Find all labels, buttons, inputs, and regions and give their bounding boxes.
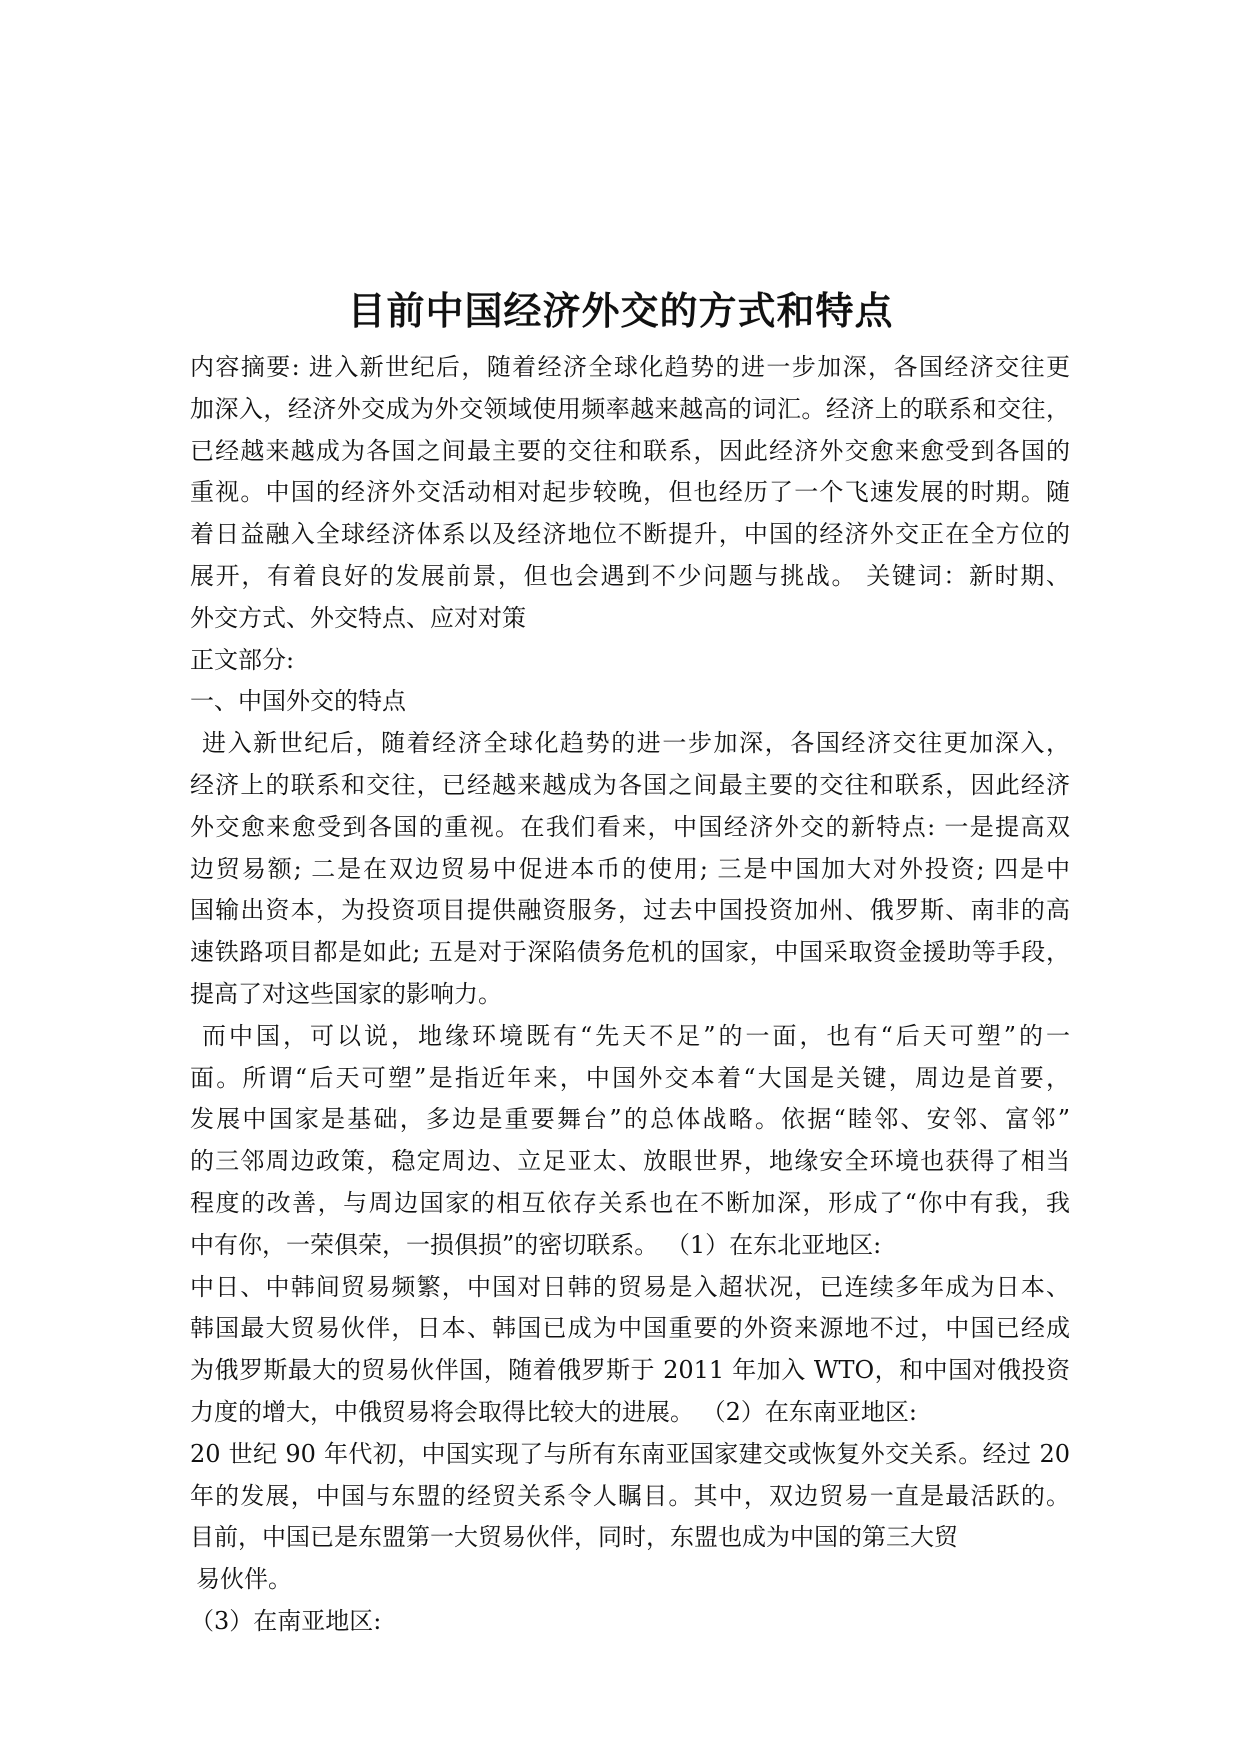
text-line: 为俄罗斯最大的贸易伙伴国，随着俄罗斯于 2011 年加入 WTO，和中国对俄投资 [190,1356,1070,1385]
text-line: 面。所谓“后天可塑”是指近年来，中国外交本着“大国是关键，周边是首要， [190,1063,1070,1092]
text-line: 速铁路项目都是如此; 五是对于深陷债务危机的国家，中国采取资金援助等手段， [190,938,1070,967]
text-line: 目前，中国已是东盟第一大贸易伙伴，同时，东盟也成为中国的第三大贸 [190,1523,958,1552]
text-line: 程度的改善，与周边国家的相互依存关系也在不断加深，形成了“你中有我，我 [190,1188,1070,1217]
text-line: 着日益融入全球经济体系以及经济地位不断提升，中国的经济外交正在全方位的 [190,520,1070,549]
text-line: 力度的增大，中俄贸易将会取得比较大的进展。 （2）在东南亚地区: [190,1397,917,1426]
text-line: 提高了对这些国家的影响力。 [190,979,502,1008]
text-line: 国输出资本，为投资项目提供融资服务，过去中国投资加州、俄罗斯、南非的高 [190,896,1070,925]
text-line: 进入新世纪后，随着经济全球化趋势的进一步加深，各国经济交往更加深入， [202,729,1070,758]
text-line: 外交方式、外交特点、应对对策 [190,603,526,632]
text-line: 而中国，可以说，地缘环境既有“先天不足”的一面，也有“后天可塑”的一 [202,1021,1070,1050]
text-line: 已经越来越成为各国之间最主要的交往和联系，因此经济外交愈来愈受到各国的 [190,436,1070,465]
text-line: 年的发展，中国与东盟的经贸关系令人瞩目。其中，双边贸易一直是最活跃的。 [190,1481,1070,1510]
text-line: 边贸易额; 二是在双边贸易中促进本币的使用; 三是中国加大对外投资; 四是中 [190,854,1070,883]
text-line: 发展中国家是基础，多边是重要舞台”的总体战略。依据“睦邻、安邻、富邻” [190,1105,1070,1134]
text-line: 重视。中国的经济外交活动相对起步较晚，但也经历了一个飞速发展的时期。随 [190,478,1070,507]
text-line: 经济上的联系和交往，已经越来越成为各国之间最主要的交往和联系，因此经济 [190,770,1070,799]
document-body [190,347,1070,1643]
text-line: 正文部分: [190,645,295,674]
text-line: 一、中国外交的特点 [190,687,406,716]
text-line: 展开，有着良好的发展前景，但也会遇到不少问题与挑战。 关键词：新时期、 [190,561,1070,590]
text-line: 易伙伴。 [196,1565,292,1594]
document-title: 目前中国经济外交的方式和特点 [347,289,894,333]
text-line: 内容摘要: 进入新世纪后，随着经济全球化趋势的进一步加深，各国经济交往更 [190,353,1070,381]
text-line: 韩国最大贸易伙伴，日本、韩国已成为中国重要的外资来源地不过，中国已经成 [190,1314,1070,1343]
text-line: 加深入，经济外交成为外交领域使用频率越来越高的词汇。经济上的联系和交往， [190,394,1070,423]
text-line: 外交愈来愈受到各国的重视。在我们看来，中国经济外交的新特点: 一是提高双 [190,812,1070,841]
text-line: 20 世纪 90 年代初，中国实现了与所有东南亚国家建交或恢复外交关系。经过 20 [190,1439,1070,1468]
text-line: 中日、中韩间贸易频繁，中国对日韩的贸易是入超状况，已连续多年成为日本、 [190,1272,1070,1301]
text-line: 的三邻周边政策，稳定周边、立足亚太、放眼世界，地缘安全环境也获得了相当 [190,1147,1070,1176]
text-line: 中有你，一荣俱荣，一损俱损”的密切联系。 （1）在东北亚地区: [190,1230,882,1259]
text-line: （3）在南亚地区: [190,1606,382,1635]
